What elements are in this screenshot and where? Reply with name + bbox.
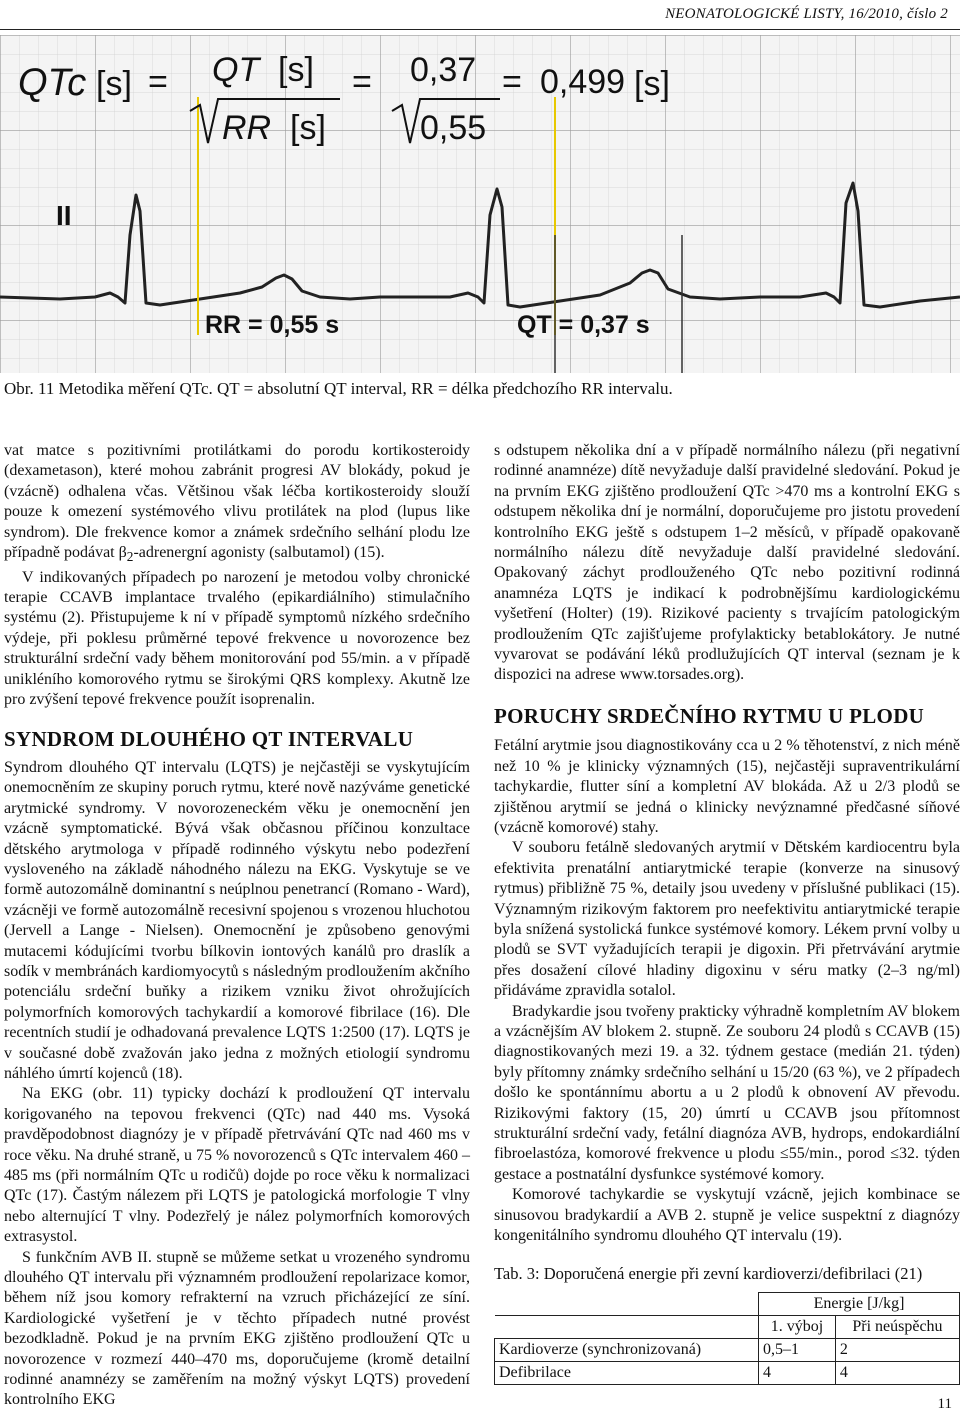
paragraph: Na EKG (obr. 11) typicky dochází k prodloužení QT intervalu korigovaného na tepovou frekvenci (QTc) nad 440 ms. Vysoká pravděpodobnost diagnózy je v případě přetrvávání QTc nad 460 ms v roce věku. Na druhé straně, u 75 % novorozenců s QTc intervalem 460 – 485 ms (při normálním QTc u rodičů) dojde po roce věku k normalizaci QTc (17). Častým nálezem při LQTS je patologická morfologie T vlny nebo alternující T vlny. Podezřelý je nález polymorfních komorových extrasystol.: [4, 1085, 470, 1246]
table-cell: 2: [835, 1338, 959, 1361]
paragraph: V indikovaných případech po narození je metodou volby chronické terapie CCAVB implantace trvalého (epikardiálního) stimulačního systému (2). Přistupujeme k ní v případě symptomů nízkého srdečního výdeje, při poklesu průměrné tepové frekvence u novorozence bez strukturální srdeční vady během monitorování pod 55/min. a v případě unikléního komorového rytmu se širokými QRS komplexy. Akutně lze pro zvýšení tepové frekvence použít isoprenalin.: [4, 568, 470, 709]
formula-qt: QT: [212, 51, 260, 89]
rr-label: RR = 0,55 s: [205, 311, 340, 339]
table-group-header: Energie [J/kg]: [759, 1292, 960, 1315]
lead-label: II: [56, 200, 72, 231]
formula-eq-2: =: [352, 63, 372, 101]
table-caption: Tab. 3: Doporučená energie při zevní kardioverzi/defibrilaci (21): [494, 1264, 923, 1284]
table-row: [495, 1361, 960, 1384]
table-col-header: 1. výboj: [759, 1315, 836, 1338]
text-run: vat matce s pozitivními protilátkami do porodu kortikosteroidy (dexametason), které mohou zabránit progresi AV blokády, pokud je (vzácně) odhalena včas. Většinou však léčba kortikosteroidy slouží pouze k omezení systémového vlivu protilátek na plod (lupus like syndrom). Dle frekvence komor a známek srdečního selhání plodu lze případně podávat β: [4, 442, 470, 562]
formula-result: 0,499: [540, 63, 626, 101]
table-row: [495, 1315, 960, 1338]
paragraph: Komorové tachykardie se vyskytují vzácně, jejich kombinace se sinusovou bradykardií a AVB 2. stupně je velice suspektní z diagnózy kongenitálního syndromu dlouhého QT intervalu (19).: [494, 1186, 960, 1245]
paragraph: S funkčním AVB II. stupně se můžeme setkat u vrozeného syndromu dlouhého QT intervalu při významném prodloužení repolarizace komor, během níž jsou komory refrakterní na vzruch přicházející ze síní. Kardiologické vyšetření je v těchto případech nutné provést bezodkladně. Pokud je na prvním EKG zjištěno prodloužení QTc u novorozence v rozmezí 440–470 ms, doporučujeme (kromě detailní rodinné anamnézy se zaměřením na možný výskyt LQTS) provedení kontrolního EKG: [4, 1248, 470, 1409]
section-heading-fetal: PORUCHY SRDEČNÍHO RYTMU U PLODU: [494, 703, 925, 728]
table-corner: [495, 1315, 759, 1338]
formula-qt-value: 0,37: [410, 51, 477, 89]
table-row-label: Kardioverze (synchronizovaná): [495, 1338, 759, 1361]
paragraph: V souboru fetálně sledovaných arytmií v Dětském kardiocentru byla efektivita prenatální antiarytmické terapie (konverze na sinusový rytmus) přibližně 75 %, detaily jsou uvedeny v příslušné publikaci (15). Významným rizikovým faktorem pro neefektivitu antiarytmické terapie byla snížená systolická funkce systémové komory. Lékem první volby u plodů se SVT vyžadujících terapii je digoxin. Při přetrvávání arytmie přes dosažení cílové hladiny digoxinu v séru matky (2–3 ng/ml) přidáváme zpravidla sotalol.: [494, 839, 960, 1000]
formula-qtc: QTc: [18, 62, 87, 104]
table-cell: 0,5–1: [759, 1338, 836, 1361]
right-column: [494, 441, 960, 1385]
page-number: 11: [937, 1396, 952, 1412]
table-cell: 4: [759, 1361, 836, 1384]
formula-unit-lhs: [s]: [96, 65, 132, 103]
table-cell: 4: [835, 1361, 959, 1384]
text-run: -adrenergní agonisty (salbutamol) (15).: [133, 544, 385, 562]
qt-label: QT = 0,37 s: [517, 311, 650, 339]
table-row: [495, 1292, 960, 1315]
subscript: 2: [126, 549, 134, 565]
section-heading-lqts: SYNDROM DLOUHÉHO QT INTERVALU: [4, 727, 414, 752]
formula-eq-1: =: [148, 63, 168, 101]
formula-unit-qt: [s]: [278, 51, 314, 89]
table-row: [495, 1338, 960, 1361]
paragraph: Syndrom dlouhého QT intervalu (LQTS) je nejčastěji se vyskytujícím onemocněním ze skupiny poruch rytmu, které nově nazýváme genetické arytmické syndromy. V novorozeneckém věku je onemocnění jen vzácně symptomatické. Bývá však občasnou příčinou konzultace dětského arytmologa v případě rodinného výskytu nebo podezření vysloveného na základě náhodného nálezu na EKG. Vyskytuje se ve formě autozomálně dominantní s neúplnou penetrancí (Romano - Ward), vzácněji ve formě autozomálně recesivní spojenou s vrozenou hluchotou (Jervell a Lange - Nielsen). Onemocnění je způsobeno genovými mutacemi kódujícími tvorbu bílkovin iontových kanálů pro draslík a sodík v membránách kardiomyocytů s následným prodloužením akčního potenciálu srdeční buňky a rizikem vzniku život ohrožujících polymorfních komorových tachykardií a komorové fibrilace (16). Dle recentních studií je odhadovaná prevalence LQTS 1:2500 (17). LQTS je v současné době zvažován jako jedna z možných etiologií syndromu náhlého úmrtí kojenců (18).: [4, 758, 470, 1082]
paragraph: [4, 441, 470, 568]
ecg-grid: [0, 35, 960, 373]
table-col-header: Při neúspěchu: [835, 1315, 959, 1338]
formula-unit-result: [s]: [634, 65, 670, 103]
formula-unit-rr: [s]: [290, 109, 326, 147]
header-rule: [0, 29, 960, 30]
journal-title: NEONATOLOGICKÉ LISTY, 16/2010, číslo 2: [665, 6, 948, 22]
energy-table: [494, 1292, 960, 1385]
formula-eq-3: =: [502, 63, 522, 101]
paragraph: Fetální arytmie jsou diagnostikovány cca u 2 % těhotenství, z nich méně než 10 % je klinicky významných (15), nejčastěji supraventrikulární tachykardie, flutter síní a kompletní AV blokáda. Až u 2/3 plodů se zjištěnou arytmií se jedná o klinicky nevýznamné předčasné síňové (vzácně komorové) stahy.: [494, 737, 960, 836]
paragraph: s odstupem několika dní a v případě normálního nálezu (při negativní rodinné anamnéze) dítě nevyžaduje další pravidelné sledování. Pokud je na prvním EKG zjištěno prodloužení QTc >470 ms a kontrolní EKG s odstupem několika dní je normální, doporučujeme pro jistotu provedení kontrolního EKG ještě s odstupem 1–2 měsíců, v případě opakovaně normálního nálezu dítě nevyžaduje další pravidelné sledování. Opakovaný záchyt prodlouženého QTc nebo pozitivní rodinná anamnéza LQTS je indikací k podrobnějšímu kardiologickému vyšetření (Holter) (19). Rizikové pacienty s trvajícím patologickým prodloužením QTc zajišťujeme profylakticky betablokátory. Je nutné vyvarovat se podávání léků prodlužujících QT interval (seznam je k dispozici na adrese www.torsades.org).: [494, 442, 960, 684]
page-header: [0, 0, 960, 30]
figure-caption: Obr. 11 Metodika měření QTc. QT = absolutní QT interval, RR = délka předchozího RR intervalu.: [4, 379, 673, 398]
table-row-label: Defibrilace: [495, 1361, 759, 1384]
table-corner: [495, 1292, 759, 1315]
formula-rr: RR: [222, 109, 272, 147]
ecg-figure: [0, 35, 960, 373]
ecg-figure-svg: [0, 35, 960, 373]
paragraph: Bradykardie jsou tvořeny prakticky výhradně kompletním AV blokem a vzácnějším AV blokem 2. stupně. Ze souboru 24 plodů s CCAVB (15) diagnostikovaných mezi 19. a 32. týdnem gestace (medián 21. týden) byly přítomny známky srdečního selhání u 15/20 (63 %), ve 2 případech došlo ke spontánnímu abortu a u 2 plodů k obnovení AV převodu. Rizikovými faktory (15, 20) úmrtí u CCAVB jsou přítomnost strukturální srdeční vady, fetální diagnóza AVB, hydrops, endokardiální fibroelastóza, komorové frekvence u plodu ≤55/min., porod ≤32. týden gestace a postnatální dysfunkce systémové komory.: [494, 1002, 960, 1183]
formula-rr-value: 0,55: [420, 109, 487, 147]
left-column: [4, 441, 470, 1411]
